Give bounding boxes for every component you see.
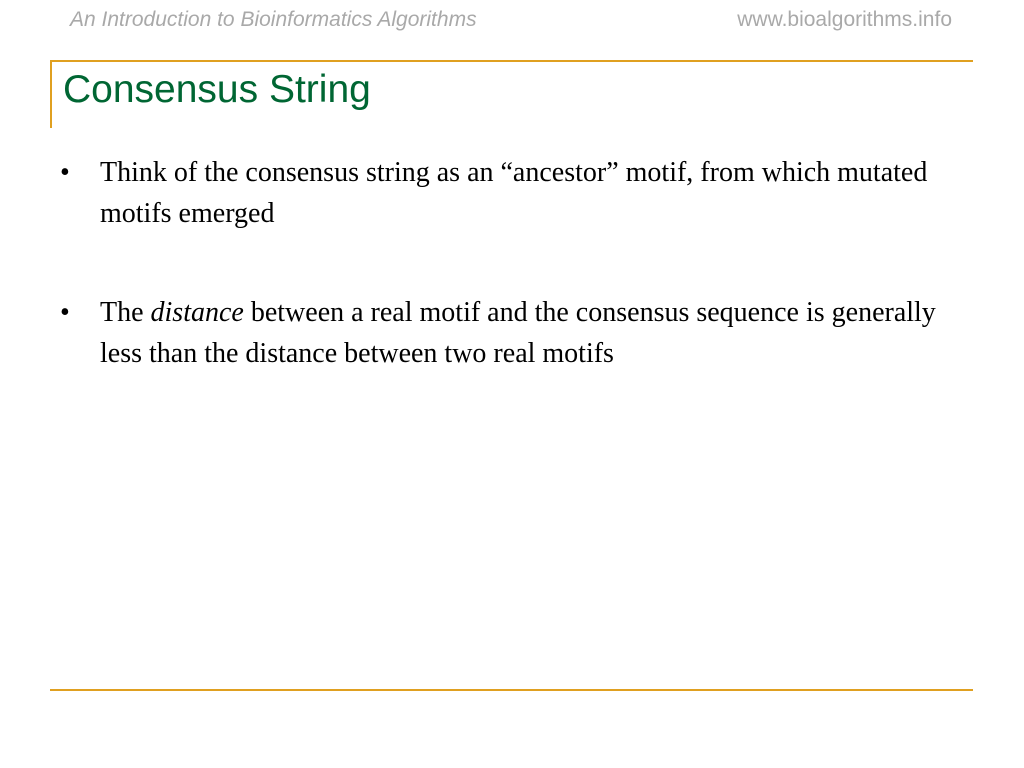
bullet-text: Think of the consensus string as an “ancestor” motif, from which mutated motifs emerged — [100, 157, 928, 229]
title-left-rule — [50, 60, 52, 128]
bullet-text-suffix: between a real motif and the consensus sequence is generally less than the distance between two real motifs — [100, 297, 936, 369]
bullet-list — [60, 152, 960, 432]
website-url: www.bioalgorithms.info — [737, 8, 952, 31]
slide-title: Consensus String — [63, 68, 371, 111]
bullet-marker: • — [60, 157, 70, 188]
bullet-item — [60, 292, 960, 374]
emphasized-term: distance — [150, 297, 244, 328]
bullet-item — [60, 152, 960, 234]
bottom-rule — [50, 689, 973, 691]
course-title: An Introduction to Bioinformatics Algorithms — [70, 8, 477, 31]
bullet-text-prefix: The — [100, 297, 151, 328]
title-top-rule — [50, 60, 973, 62]
bullet-marker: • — [60, 297, 70, 328]
